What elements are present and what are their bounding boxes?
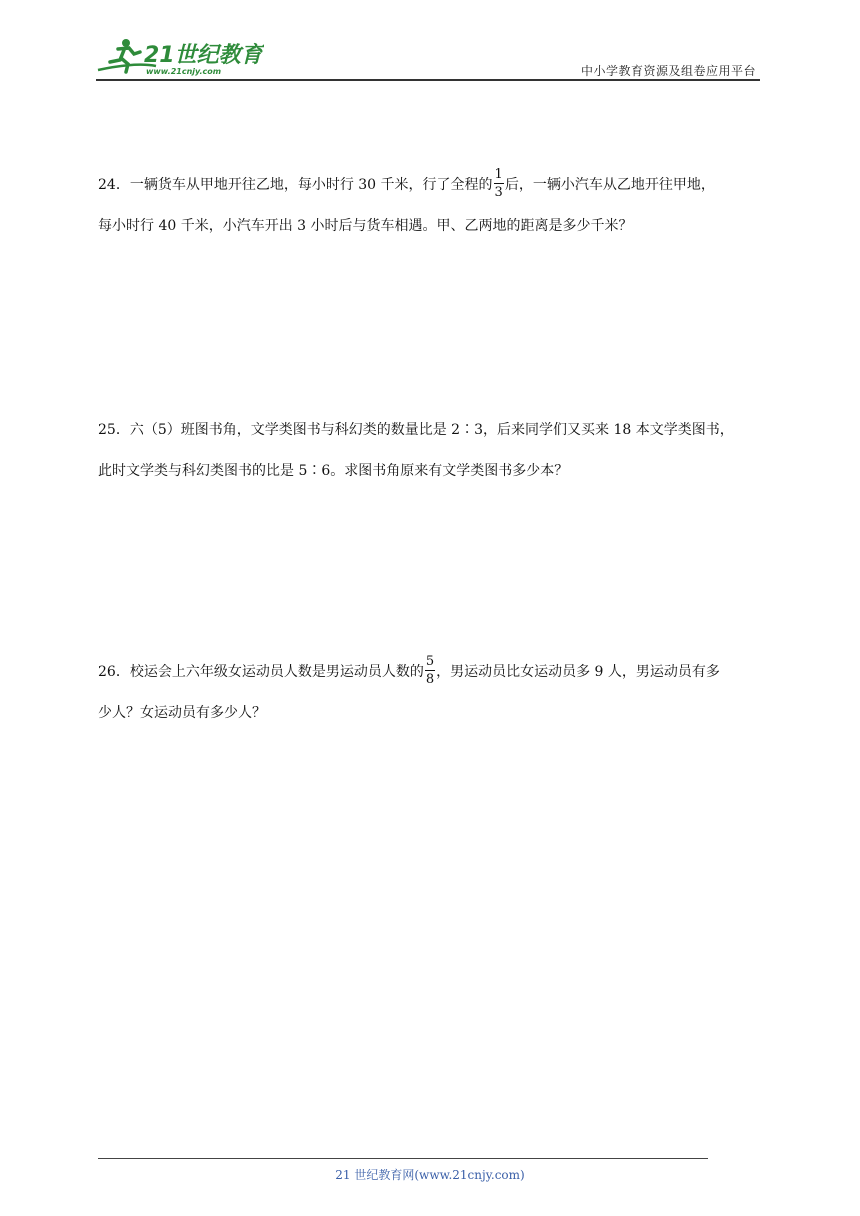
question-25 — [98, 410, 774, 492]
fraction-numerator: 5 — [425, 653, 435, 669]
fraction-numerator: 1 — [494, 166, 503, 182]
question-text: 此时文学类与科幻类图书的比是 5∶6。求图书角原来有文学类图书多少本？ — [98, 463, 569, 479]
header-divider — [96, 79, 760, 81]
runner-logo-icon — [96, 36, 264, 76]
fraction-denominator: 3 — [494, 184, 503, 200]
question-text: 后，一辆小汽车从乙地开往甲地， — [504, 177, 715, 193]
page-header — [96, 34, 760, 80]
question-text: ，男运动员比女运动员多 9 人，男运动员有多 — [436, 664, 720, 680]
fraction — [425, 655, 435, 686]
question-line — [98, 165, 774, 206]
question-number: 26． — [98, 664, 130, 680]
question-text: 少人？女运动员有多少人？ — [98, 705, 266, 721]
question-text: 六（5）班图书角，文学类图书与科幻类的数量比是 2∶3，后来同学们又买来 18 本文学类图书， — [129, 422, 734, 438]
fraction-denominator: 8 — [425, 671, 435, 687]
svg-text:www.21cnjy.com: www.21cnjy.com — [146, 67, 222, 76]
question-line — [98, 693, 774, 734]
logo — [96, 36, 264, 76]
question-line — [98, 451, 774, 492]
question-26 — [98, 652, 774, 734]
question-text: 每小时行 40 千米，小汽车开出 3 小时后与货车相遇。甲、乙两地的距离是多少千米？ — [98, 218, 633, 234]
svg-text:21世纪教育: 21世纪教育 — [144, 43, 263, 68]
footer-link[interactable]: 21 世纪教育网(www.21cnjy.com) — [335, 1168, 525, 1182]
question-text: 校运会上六年级女运动员人数是男运动员人数的 — [129, 664, 424, 680]
footer-divider — [98, 1158, 708, 1159]
fraction — [494, 168, 504, 199]
platform-label: 中小学教育资源及组卷应用平台 — [580, 64, 756, 78]
question-text: 一辆货车从甲地开往乙地，每小时行 30 千米，行了全程的 — [129, 177, 493, 193]
question-line — [98, 206, 774, 247]
question-24 — [98, 165, 774, 247]
question-number: 25． — [98, 422, 130, 438]
question-line — [98, 410, 774, 451]
question-number: 24． — [98, 177, 130, 193]
question-line — [98, 652, 774, 693]
